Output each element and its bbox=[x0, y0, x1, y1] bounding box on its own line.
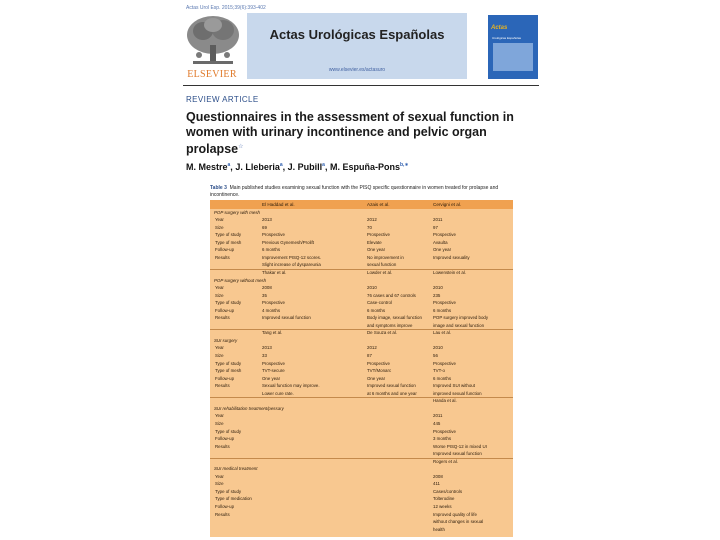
table-row-label: Follow-up bbox=[215, 504, 235, 509]
table-section-heading: SUI medical treatment bbox=[214, 466, 258, 472]
section-label: REVIEW ARTICLE bbox=[186, 95, 259, 104]
table-cell: TVT-o bbox=[433, 368, 445, 374]
table-cell: Avaulta bbox=[433, 239, 448, 245]
table-cell: 3 months bbox=[433, 436, 452, 442]
table-cell: 33 bbox=[262, 353, 267, 358]
table-row-label: Size bbox=[215, 224, 224, 230]
table-row-label: Year bbox=[215, 413, 224, 419]
table-cell: Tang et al. bbox=[262, 330, 283, 336]
title-footnote-mark: ☆ bbox=[238, 144, 244, 150]
table-cell: Lowenstein et al. bbox=[433, 269, 466, 275]
table-row-label: Year bbox=[215, 473, 224, 479]
table-cell: One year bbox=[367, 247, 386, 253]
table-cell: Worse PISQ-12 in mixed UI bbox=[433, 443, 487, 449]
journal-name: Actas Urológicas Españolas bbox=[269, 27, 445, 42]
studies-table bbox=[210, 200, 513, 537]
table-cell: 2010 bbox=[433, 285, 443, 291]
elsevier-tree-icon bbox=[185, 15, 241, 67]
table-cell: Previous Gynemesh/Prolift bbox=[262, 239, 314, 245]
table-cell: 2013 bbox=[262, 345, 272, 351]
table-row-label: Type of study bbox=[215, 428, 242, 434]
journal-cover bbox=[488, 15, 538, 79]
table-cell: Prospective bbox=[367, 232, 390, 238]
table-cell: Improved quality of life bbox=[433, 511, 477, 517]
table-row-label: Year bbox=[215, 345, 224, 351]
table-cell: One year bbox=[433, 247, 452, 253]
table-row-label: Results bbox=[215, 511, 230, 517]
table-cell: Improved sexual function bbox=[433, 451, 482, 457]
table-cell: Improved SUI without bbox=[433, 383, 475, 389]
table-cell: improved sexual function bbox=[433, 390, 482, 396]
table-cell: Prospective bbox=[367, 360, 390, 366]
citation: Actas Urol Esp. 2015;39(6):393-402 bbox=[186, 5, 266, 11]
table-row-label: Type of study bbox=[215, 300, 242, 306]
table-caption bbox=[210, 185, 515, 198]
table-cell: 2012 bbox=[367, 345, 377, 351]
table-row-label: Type of mesh bbox=[215, 368, 242, 374]
table-cell: at 6 months and one year bbox=[367, 390, 417, 396]
author-affiliation: a bbox=[322, 162, 325, 168]
table-cell: 445 bbox=[433, 420, 441, 426]
table-section-heading: POP surgery without mesh bbox=[214, 277, 267, 283]
table-cell: El Haddad et al. bbox=[262, 202, 295, 207]
table-cell: TVT-secure bbox=[262, 368, 285, 374]
table-cell: Improved sexuality bbox=[433, 254, 470, 260]
table-cell: 97 bbox=[433, 224, 438, 230]
table-cell: 2013 bbox=[262, 217, 272, 223]
article-title bbox=[186, 110, 526, 157]
table-cell: Tolterodine bbox=[433, 496, 455, 502]
table-row-label: Follow-up bbox=[215, 247, 235, 253]
cover-subtitle: Urológicas Españolas bbox=[492, 36, 522, 40]
cover-image bbox=[493, 43, 533, 71]
table-row-label: Results bbox=[215, 315, 230, 321]
table-row-label: Size bbox=[215, 353, 224, 358]
table-cell: Improved sexual function bbox=[262, 315, 311, 321]
table-row-label: Size bbox=[215, 420, 224, 426]
table-cell: Rogers et al. bbox=[433, 458, 458, 464]
author-list: M. Mestre$^a$, J. Lleberia$^a$, J. Pubill$^a$, M. Espuña-Pons$^{b,∗}$ bbox=[186, 162, 409, 172]
table-cell: 87 bbox=[367, 353, 372, 358]
table-cell: 70 bbox=[367, 224, 372, 230]
table-cell: 2011 bbox=[433, 217, 443, 223]
table-section-heading: SUI surgery bbox=[214, 337, 238, 343]
table-cell: Improvement PISQ-12 scores. bbox=[262, 254, 322, 260]
table-divider bbox=[210, 397, 513, 398]
table-section-heading: SUI rehabilitation treatment/pessary bbox=[214, 405, 284, 411]
table-cell: Prospective bbox=[433, 232, 456, 238]
table-row-label: Size bbox=[215, 481, 224, 487]
table-cell: Cervigni et al. bbox=[433, 202, 462, 207]
table-cell: 2012 bbox=[367, 217, 377, 223]
table-cell: Lau et al. bbox=[433, 330, 452, 336]
author-name: J. Pubill bbox=[287, 162, 323, 172]
table-divider bbox=[210, 329, 513, 330]
table-cell: Case-control bbox=[367, 300, 392, 306]
table-row-label: Results bbox=[215, 383, 230, 389]
table-cell: 35 bbox=[262, 292, 267, 298]
table-cell: No improvement in bbox=[367, 254, 404, 260]
table-cell: 6 months bbox=[433, 375, 452, 381]
table-row-label: Type of study bbox=[215, 488, 242, 494]
table-cell: image and sexual function bbox=[433, 322, 485, 328]
publisher-wordmark: ELSEVIER bbox=[187, 69, 237, 80]
table-cell: TVT/Monarc bbox=[367, 368, 392, 374]
table-cell: POP surgery improved body bbox=[433, 315, 489, 321]
table-divider bbox=[210, 458, 513, 459]
table-cell: Prospective bbox=[433, 360, 456, 366]
table-row-label: Year bbox=[215, 285, 224, 291]
journal-banner bbox=[247, 13, 467, 79]
journal-url[interactable]: www.elsevier.es/actasuro bbox=[328, 67, 386, 73]
table-cell: without changes in sexual bbox=[433, 519, 484, 525]
table-cell: Sexual function may improve. bbox=[262, 383, 320, 389]
table-cell: Elevate bbox=[367, 239, 382, 245]
table-cell: and symptoms improve bbox=[367, 322, 413, 328]
table-cell: 2008 bbox=[433, 473, 443, 479]
table-cell: 56 bbox=[433, 353, 438, 358]
table-cell: 2008 bbox=[262, 285, 272, 291]
table-cell: 235 bbox=[433, 292, 441, 298]
table-row-label: Type of medication bbox=[215, 496, 252, 502]
table-cell: Prospective bbox=[262, 360, 285, 366]
table-cell: 2010 bbox=[433, 345, 443, 351]
article-title-text: Questionnaires in the assessment of sexual function in women with urinary incontinence and pelvic organ prolapse bbox=[186, 110, 514, 157]
table-row-label: Follow-up bbox=[215, 436, 235, 442]
table-cell: 76 cases and 67 controls bbox=[367, 292, 416, 298]
table-cell: 411 bbox=[433, 481, 440, 487]
table-cell: 12 weeks bbox=[433, 504, 452, 509]
table-divider bbox=[210, 269, 513, 270]
table-cell: 6 months bbox=[262, 247, 281, 253]
table-cell: 2011 bbox=[433, 413, 443, 419]
table-caption-text: Main published studies examining sexual function with the PISQ specific questionnaire in women treated for prolapse and incontinence. bbox=[210, 185, 499, 198]
table-cell: Body image, sexual function bbox=[367, 315, 422, 321]
header-divider bbox=[183, 85, 539, 86]
table-cell: Lower cure rate. bbox=[262, 390, 294, 396]
author-affiliation: b,∗ bbox=[399, 162, 409, 168]
table-row-label: Follow-up bbox=[215, 375, 235, 381]
table-cell: sexual function bbox=[367, 262, 397, 268]
table-row-label: Results bbox=[215, 254, 230, 260]
table-row-label: Type of mesh bbox=[215, 239, 242, 245]
author-name: M. Mestre bbox=[186, 162, 228, 172]
publisher-logo bbox=[183, 15, 243, 81]
table-cell: Thakar et al. bbox=[262, 269, 287, 275]
table-cell: Lowder et al. bbox=[367, 269, 393, 275]
table-cell: health bbox=[433, 526, 445, 532]
table-header-band bbox=[210, 200, 513, 209]
table-cell: Improved sexual function bbox=[367, 383, 416, 389]
table-section-heading: POP surgery with mesh bbox=[214, 209, 260, 215]
journal-masthead bbox=[183, 13, 539, 81]
table-cell: Prospective bbox=[433, 300, 456, 306]
table-label: Table 3 bbox=[210, 185, 227, 191]
table-cell: 2010 bbox=[367, 285, 377, 291]
author-affiliation: a bbox=[279, 162, 283, 168]
table-cell: Prospective bbox=[262, 232, 285, 238]
table-row-label: Type of study bbox=[215, 232, 242, 238]
table-row-label: Results bbox=[215, 443, 230, 449]
author-name: M. Espuña-Pons bbox=[329, 162, 400, 172]
table-cell: Prospective bbox=[433, 428, 456, 434]
table-cell: Azais et al. bbox=[367, 202, 390, 207]
table-cell: 6 months bbox=[367, 307, 386, 313]
table-cell: One year bbox=[262, 375, 281, 381]
author-affiliation: a bbox=[227, 162, 231, 168]
cover-title: Actas bbox=[491, 25, 508, 31]
table-cell: De Souza et al. bbox=[367, 330, 398, 336]
table-cell: One year bbox=[367, 375, 386, 381]
table-cell: Prospective bbox=[262, 300, 285, 306]
table-cell: 6 months bbox=[433, 307, 452, 313]
table-cell: Cases/controls bbox=[433, 488, 463, 494]
table-cell: 69 bbox=[262, 224, 267, 230]
table-cell: 4 months bbox=[262, 307, 281, 313]
table-cell: Slight increase of dyspareunia bbox=[262, 262, 321, 268]
table-row-label: Size bbox=[215, 292, 224, 298]
table-row-label: Year bbox=[215, 217, 224, 223]
table-cell: Handa et al. bbox=[433, 398, 457, 404]
author-name: J. Lleberia bbox=[235, 162, 280, 172]
table-row-label: Follow-up bbox=[215, 307, 235, 313]
table-row-label: Type of study bbox=[215, 360, 242, 366]
